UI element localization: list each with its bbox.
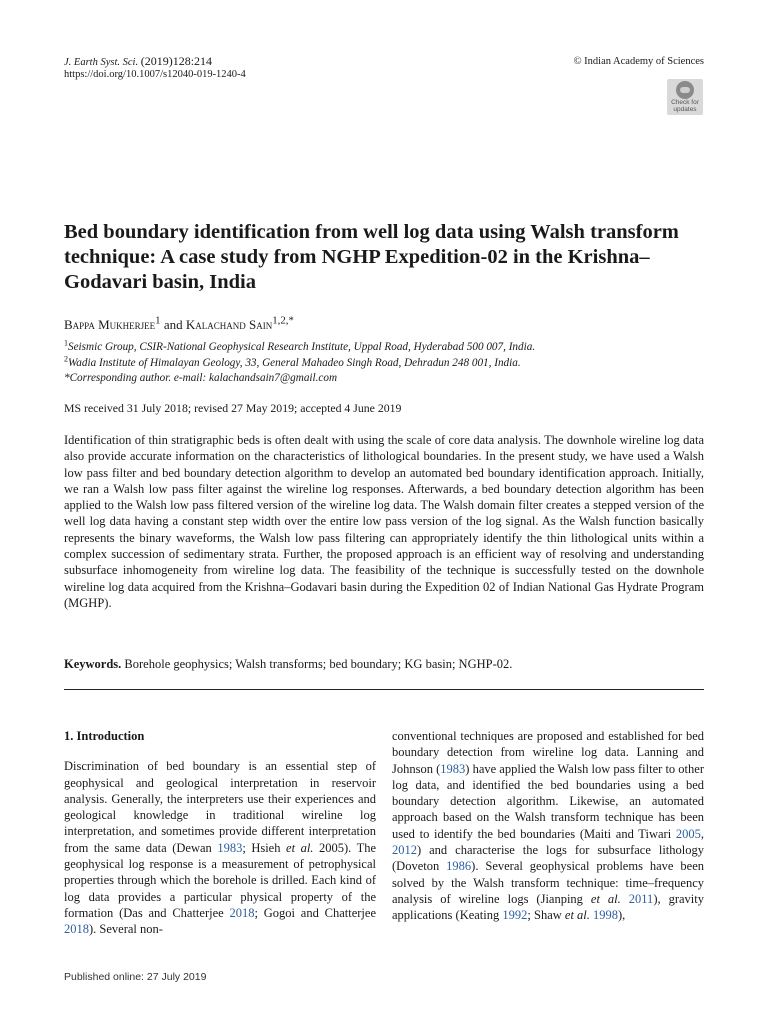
affiliation-1 — [64, 340, 704, 356]
section-divider — [64, 689, 704, 690]
journal-citation — [64, 55, 212, 69]
text-run: ; Shaw — [527, 908, 565, 923]
et-al: et al. — [286, 840, 314, 855]
affiliation-1-text: Seismic Group, CSIR-National Geophysical Research Institute, Uppal Road, Hyderabad 500 007, India. — [68, 341, 536, 353]
keywords — [64, 657, 512, 672]
author-list — [64, 314, 294, 333]
article-title: Bed boundary identification from well log data using Walsh transform technique: A case study from NGHP Expedition-02 in the Krishna–Godavari basin, India — [64, 221, 679, 293]
column-left — [64, 728, 376, 938]
text-run: ). Several geophysical problems have been solved by the Walsh transform technique: time–frequency analysis of wireline logs (Jianping — [392, 859, 705, 906]
citation-link[interactable]: 1983 — [217, 840, 243, 855]
text-run — [621, 892, 629, 906]
citation-link[interactable]: 2018 — [229, 905, 255, 920]
intro-paragraph-2 — [392, 728, 704, 924]
citation-link[interactable]: 2005 — [675, 826, 701, 841]
text-run: ; Gogoi and Chatterjee — [254, 905, 376, 920]
text-run: Discrimination of bed boundary is an essential step of geophysical and geological interpretation in reservoir analysis. Generally, the interpreters use their experiences and geological knowledge in traditional wireline log interpretation, and sometimes provide different interpretation from the same data (Dewan — [64, 759, 376, 855]
section-heading-introduction: 1. Introduction — [64, 729, 145, 743]
text-run: conventional techniques are proposed and established for bed boundary detection from wireline log data. Lanning and Johnson ( — [392, 729, 704, 776]
text-run: ). Several non- — [89, 922, 163, 937]
citation-link[interactable]: 2011 — [628, 891, 654, 906]
keywords-label: Keywords. — [64, 657, 122, 671]
check-for-updates-badge[interactable] — [667, 79, 703, 115]
check-updates-line2: updates — [673, 106, 697, 113]
author-2-affil: 1,2,* — [272, 314, 294, 327]
affiliation-2-mark: 2 — [64, 353, 68, 363]
corresponding-author[interactable]: *Corresponding author. e-mail: kalachandsain7@gmail.com — [64, 372, 338, 384]
published-online-date: Published online: 27 July 2019 — [64, 971, 207, 983]
citation-link[interactable]: 1998 — [593, 908, 619, 923]
citation-link[interactable]: 1983 — [440, 761, 466, 776]
et-al: et al. — [590, 891, 621, 906]
author-1: Bappa Mukherjee — [64, 317, 156, 332]
citation-link[interactable]: 1992 — [502, 908, 528, 923]
affiliations — [64, 340, 704, 387]
abstract: Identification of thin stratigraphic beds is often dealt with using the scale of core data analysis. The downhole wireline log data also provide accurate information on the characteristics of lithological boundaries. In the present study, we have used a Walsh low pass filter and bed boundary detection algorithm to develop an automated bed boundary identification approach. Initially, we ran a Walsh low pass filter against the wireline log responses. Afterwards, a bed boundary detection algorithm has been applied to the Walsh low pass filtered version of the wireline log data. The Walsh domain filter creates a stepped version of the well log data having a constant step width over the entire low pass version of the log signal. As the Walsh function basically represents the binary waveforms, the Walsh low pass filtering can appropriately identify the thin lithological units within a complex succession of sedimentary strata. Further, the proposed approach is an efficient way of resolving and understanding subsurface inhomogeneity from wireline log data. The feasibility of the technique is successfully tested on the downhole wireline log data acquired from the Krishna–Godavari basin during the Expedition 02 of Indian National Gas Hydrate Program (MGHP). — [64, 433, 704, 610]
keywords-text: Borehole geophysics; Walsh transforms; bed boundary; KG basin; NGHP-02. — [124, 657, 513, 671]
author-1-affil: 1 — [155, 314, 161, 327]
column-right — [392, 728, 704, 924]
text-run: ; Hsieh — [242, 840, 287, 855]
journal-volume: (2019)128:214 — [140, 54, 213, 68]
affiliation-1-mark: 1 — [64, 338, 68, 348]
text-run: ) and characterise the logs for subsurface lithology (Doveton — [392, 843, 704, 874]
citation-link[interactable]: 2018 — [64, 922, 89, 937]
affiliation-2 — [64, 353, 704, 372]
author-2: Kalachand Sain — [185, 317, 273, 332]
affiliation-2-text: Wadia Institute of Himalayan Geology, 33, General Mahadeo Singh Road, Dehradun 248 001, India. — [68, 356, 521, 369]
intro-paragraph-1 — [64, 758, 376, 937]
doi-link[interactable]: https://doi.org/10.1007/s12040-019-1240-4 — [64, 69, 246, 80]
text-run: ) have applied the Walsh low pass filter to other log data, and identified the bed boundaries using a bed boundary detection algorithm. Likewise, an automated approach based on the Walsh transform technique has been used to identify the bed boundaries (Maiti and Tiwari — [392, 761, 704, 841]
citation-link[interactable]: 2012 — [392, 843, 417, 858]
manuscript-dates: MS received 31 July 2018; revised 27 May 2019; accepted 4 June 2019 — [64, 401, 402, 415]
citation-link[interactable]: 1986 — [446, 859, 472, 874]
text-run: ), gravity applications (Keating — [392, 891, 704, 923]
check-updates-line1: Check for — [671, 99, 699, 106]
text-run: , — [700, 826, 704, 841]
journal-name: J. Earth Syst. Sci. — [64, 57, 139, 68]
check-updates-icon — [676, 81, 694, 99]
text-run: 2005). The geophysical log response is a measurement of petrophysical properties through which the borehole is drilled. Each kind of log data provides a particular physical property of the formation (Das and Chatterjee — [64, 840, 377, 920]
et-al: et al. — [564, 908, 590, 923]
publisher-copyright: © Indian Academy of Sciences — [573, 56, 704, 67]
author-and: and — [163, 317, 183, 332]
text-run: ), — [618, 908, 626, 923]
